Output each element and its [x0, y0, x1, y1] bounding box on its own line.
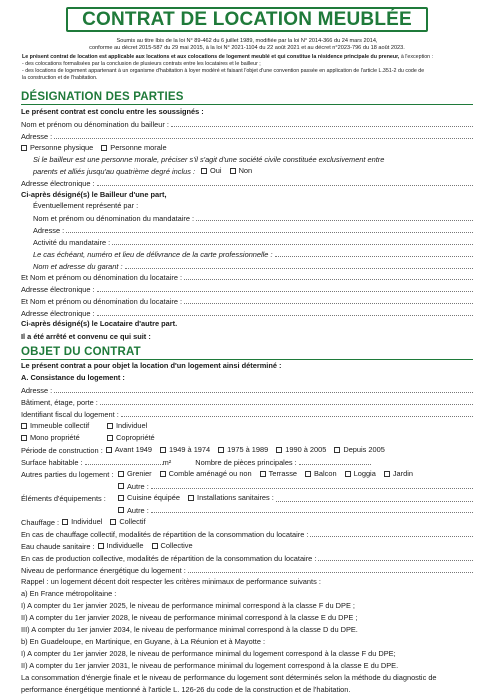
- agent-activity-field[interactable]: Activité du mandataire :: [33, 237, 473, 247]
- other-part-field[interactable]: Autre :: [118, 481, 473, 491]
- person-type-options: [21, 143, 473, 153]
- garden-checkbox[interactable]: Jardin: [384, 469, 413, 479]
- overseas-rule-2: II) A compter du 1er janvier 2031, le niveau de performance minimal du logement correspond à la classe E du DPE.: [21, 661, 399, 670]
- metro-rule-2: II) A compter du 1er janvier 2028, le niveau de performance minimal correspond à la classe E du DPE ;: [21, 613, 358, 622]
- other-equipment-field[interactable]: Autre :: [118, 505, 473, 515]
- represented-by: Éventuellement représenté par :: [33, 201, 139, 210]
- sanitary-field[interactable]: Installations sanitaires :: [188, 493, 473, 503]
- terrace-checkbox[interactable]: Terrasse: [260, 469, 297, 479]
- balcony-checkbox[interactable]: Balcon: [305, 469, 337, 479]
- period-before-1949-checkbox[interactable]: Avant 1949: [106, 445, 152, 455]
- exception-3: la construction et de l'habitation.: [22, 75, 98, 81]
- collective-building-checkbox[interactable]: Immeuble collectif: [21, 421, 99, 431]
- heating-collective-checkbox[interactable]: Collectif: [110, 517, 145, 527]
- agent-address-field[interactable]: Adresse :: [33, 225, 473, 235]
- loft-checkbox[interactable]: Comble aménagé ou non: [160, 469, 252, 479]
- final-text-line-2: performance énergétique mentionné à l'article L. 126-26 du code de la construction et de l'habitation.: [21, 685, 351, 694]
- overseas-heading: b) En Guadeloupe, en Martinique, en Guyane, à La Réunion et à Mayotte :: [21, 637, 266, 646]
- period-since-2005-checkbox[interactable]: Depuis 2005: [334, 445, 385, 455]
- heating-options: Chauffage : Individuel Collectif: [21, 517, 146, 527]
- agent-name-field[interactable]: Nom et prénom ou dénomination du mandataire :: [33, 213, 473, 223]
- individual-building-checkbox[interactable]: Individuel: [107, 421, 147, 431]
- equipment-options: Éléments d'équipements : Cuisine équipée Installations sanitaires :: [21, 493, 473, 503]
- hot-water-collective-checkbox[interactable]: Collective: [152, 541, 193, 551]
- concluded-text: Le présent contrat est conclu entre les soussignés :: [21, 107, 204, 116]
- physical-person-checkbox[interactable]: Personne physique: [21, 143, 93, 153]
- notice-tail: à l'exception :: [399, 54, 434, 60]
- building-type-options: [21, 421, 473, 431]
- lessor-name-field[interactable]: Nom et prénom ou dénomination du bailleur :: [21, 119, 473, 129]
- surface-field[interactable]: [85, 457, 163, 465]
- heating-individual-checkbox[interactable]: Individuel: [62, 517, 102, 527]
- yes-checkbox[interactable]: Oui: [201, 166, 222, 176]
- construction-period-options: Période de construction : Avant 1949 1949 à 1974 1975 à 1989 1990 à 2005 Depuis 2005: [21, 445, 385, 455]
- hot-water-individual-checkbox[interactable]: Individuelle: [98, 541, 144, 551]
- energy-level-field[interactable]: Niveau de performance énergétique du logement :: [21, 565, 473, 575]
- ownership-options: [21, 433, 473, 443]
- metro-heading: a) En France métropolitaine :: [21, 589, 117, 598]
- final-text-line-1: La consommation d'énergie finale et le niveau de performance du logement sont déterminés selon la méthode du diagnostic de: [21, 673, 437, 682]
- rooms-field[interactable]: [299, 457, 371, 465]
- building-floor-field[interactable]: Bâtiment, étage, porte :: [21, 397, 473, 407]
- overseas-rule-1: I) A compter du 1er janvier 2028, le niveau de performance minimal du logement correspond à la classe F du DPE;: [21, 649, 396, 658]
- document-title: CONTRAT DE LOCATION MEUBLÉE: [82, 8, 412, 30]
- fiscal-id-field[interactable]: Identifiant fiscal du logement :: [21, 409, 473, 419]
- section-heading-object: OBJET DU CONTRAT: [21, 346, 141, 358]
- surface-rooms-fields: Surface habitable : m² Nombre de pièces principales :: [21, 457, 473, 467]
- section-divider-2: [21, 359, 473, 360]
- metro-rule-1: I) A compter du 1er janvier 2025, le niveau de performance minimal correspond à la classe F du DPE ;: [21, 601, 355, 610]
- lessor-email-field[interactable]: Adresse électronique :: [21, 178, 473, 188]
- lessor-designation: Ci-après désigné(s) le Bailleur d'une part,: [21, 190, 167, 199]
- dwelling-address-field[interactable]: Adresse :: [21, 385, 473, 395]
- agreed-text: Il a été arrêté et convenu ce qui suit :: [21, 332, 151, 341]
- hot-water-options: Eau chaude sanitaire : Individuelle Collective: [21, 541, 193, 551]
- card-number-field[interactable]: Le cas échéant, numéro et lieu de délivrance de la carte professionnelle :: [33, 249, 473, 259]
- metro-rule-3: III) A compter du 1er janvier 2034, le niveau de performance minimal correspond à la classe D du DPE.: [21, 625, 358, 634]
- attic-checkbox[interactable]: Grenier: [118, 469, 152, 479]
- intro-line-2: conforme au décret 2015-587 du 29 mai 2015, à la loi N° 2021-1104 du 22 août 2021 et au décret n°2023-796 du 18 août 2023.: [89, 45, 405, 51]
- period-1990-2005-checkbox[interactable]: 1990 à 2005: [276, 445, 326, 455]
- intro-notice: [22, 54, 474, 61]
- tenant-designation: Ci-après désigné(s) le Locataire d'autre part.: [21, 319, 178, 328]
- notice-bold: Le présent contrat de location est applicable aux locations et aux colocations de logement meublé et qui constitue la résidence principale du preneur,: [22, 54, 400, 60]
- tenant-name-field[interactable]: Et Nom et prénom ou dénomination du locataire :: [21, 272, 473, 282]
- consistency-heading: A. Consistance du logement :: [21, 373, 125, 382]
- no-checkbox[interactable]: Non: [230, 166, 253, 176]
- lessor-address-field[interactable]: Adresse :: [21, 131, 473, 141]
- exception-1: - des colocations formalisées par la conclusion de plusieurs contrats entre les locataires et le bailleur ;: [22, 61, 261, 67]
- other-parts-options: Autres parties du logement : Grenier Comble aménagé ou non Terrasse Balcon Loggia Jardin: [21, 469, 413, 479]
- period-1975-1989-checkbox[interactable]: 1975 à 1989: [218, 445, 268, 455]
- copro-checkbox[interactable]: Copropriété: [107, 433, 155, 443]
- reminder-text: Rappel : un logement décent doit respecter les critères minimaux de performance suivants :: [21, 577, 321, 586]
- period-1949-1974-checkbox[interactable]: 1949 à 1974: [160, 445, 210, 455]
- collective-production-field[interactable]: En cas de production collective, modalités de répartition de la consommation du locataire :: [21, 553, 473, 563]
- guarantor-field[interactable]: Nom et adresse du garant :: [33, 261, 473, 271]
- family-question-line-1: Si le bailleur est une personne morale, préciser s'il s'agit d'une société civile constituée exclusivement entre: [33, 155, 385, 164]
- tenant-name-field-2[interactable]: Et Nom et prénom ou dénomination du locataire :: [21, 296, 473, 306]
- family-question-line-2: parents et alliés jusqu'au quatrième degré inclus : Oui Non: [33, 166, 253, 176]
- collective-heating-field[interactable]: En cas de chauffage collectif, modalités de répartition de la consommation du locataire :: [21, 529, 473, 539]
- mono-property-checkbox[interactable]: Mono propriété: [21, 433, 99, 443]
- exception-2: - des locations de logement appartenant à un organisme d'habitation à loyer modéré et faisant l'objet d'une convention passée en application de l'article L.351-2 du code de: [22, 68, 425, 74]
- tenant-email-field-2[interactable]: Adresse électronique :: [21, 308, 473, 318]
- purpose-text: Le présent contrat a pour objet la location d'un logement ainsi déterminé :: [21, 361, 282, 370]
- surface-unit: m²: [162, 458, 172, 467]
- loggia-checkbox[interactable]: Loggia: [345, 469, 376, 479]
- tenant-email-field[interactable]: Adresse électronique :: [21, 284, 473, 294]
- title-box: [66, 7, 428, 32]
- intro-line-1: Soumis au titre Ibis de la loi N° 89-462 du 6 juillet 1989, modifiée par la loi N° 2014-366 du 24 mars 2014,: [116, 38, 378, 44]
- section-divider: [21, 104, 473, 105]
- kitchen-checkbox[interactable]: Cuisine équipée: [118, 493, 180, 503]
- legal-person-checkbox[interactable]: Personne morale: [101, 143, 166, 153]
- section-heading-parties: DÉSIGNATION DES PARTIES: [21, 91, 184, 103]
